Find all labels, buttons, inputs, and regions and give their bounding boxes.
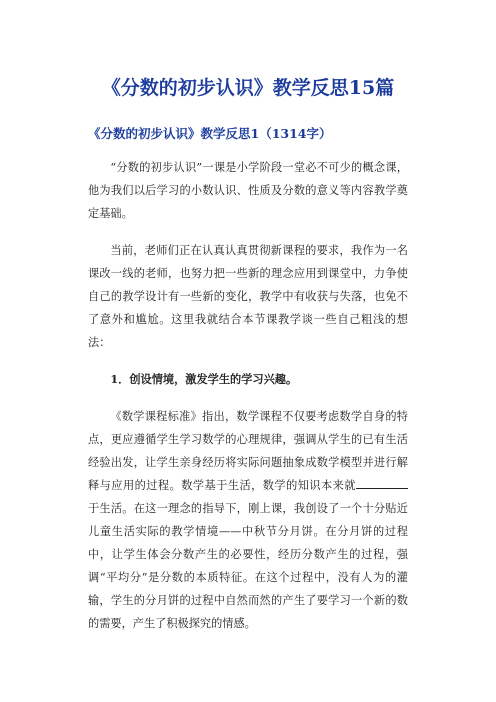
paragraph-1: “分数的初步认识”一课是小学阶段一堂必不可少的概念课，他为我们以后学习的小数认识、性质及分数的意义等内容教学奠定基础。 xyxy=(88,161,408,220)
paragraph-3-part-2: 于生活。在这一理念的指导下，刚上课，我创设了一个十分贴近儿童生活实际的教学情境——中秋节分月饼。在分月饼的过程中，让学生体会分数产生的必要性，经历分数产生的过程，强调“平均分”是分数的本质特征。在这个过程中，没有人为的灌输，学生的分月饼的过程中自然而然的产生了要学习一个新的数的需要，产生了积极探究的情感。 xyxy=(88,502,408,630)
subheading-1: 1．创设情境，激发学生的学习兴趣。 xyxy=(110,372,298,386)
document-title: 《分数的初步认识》教学反思15篇 xyxy=(101,77,395,99)
section-heading: 《分数的初步认识》教学反思1（1314字） xyxy=(88,126,332,141)
fill-in-blank xyxy=(356,478,408,489)
paragraph-3 xyxy=(88,405,408,635)
paragraph-2: 当前，老师们正在认真认真贯彻新课程的要求，我作为一名课改一线的老师，也努力把一些新的理念应用到课堂中，力争使自己的教学设计有一些新的变化，教学中有收获与失落，也免不了意外和尴尬。这里我就结合本节课教学谈一些自己粗浅的想法： xyxy=(88,244,408,349)
paragraph-3-part-1: 《数学课程标准》指出，数学课程不仅要考虑数学自身的特点，更应遵循学生学习数学的心理规律，强调从学生的已有生活经验出发，让学生亲身经历将实际问题抽象成数学模型并进行解释与应用的过程。数学基于生活，数学的知识本来就 xyxy=(88,410,408,492)
